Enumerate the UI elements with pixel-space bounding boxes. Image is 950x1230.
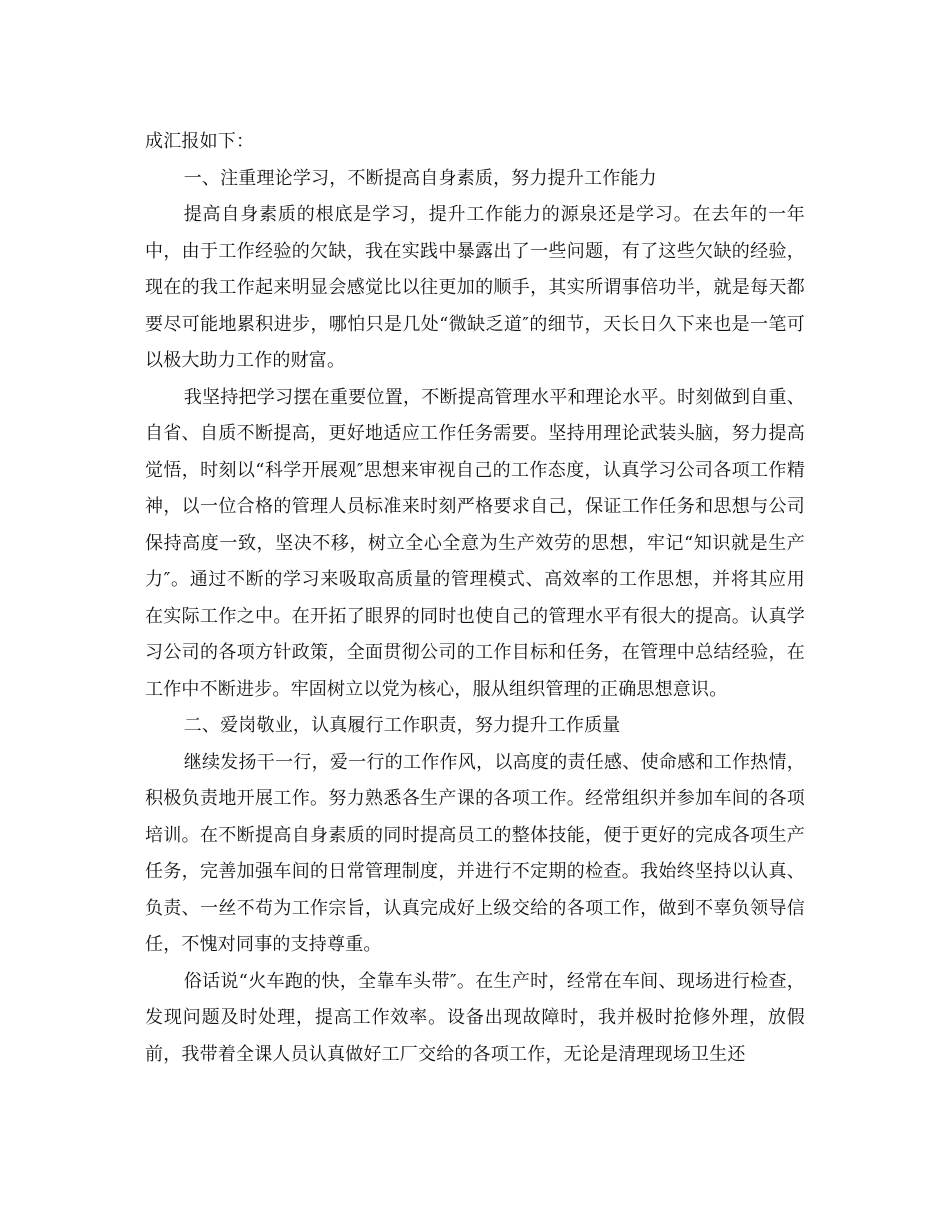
paragraph-body: 俗话说“火车跑的快，全靠车头带″。在生产时，经常在车间、现场进行检查，发现问题及时处理，提高工作效率。设备出现故障时，我并极时抢修外理，放假前，我带着全课人员认真做好工厂交给的各项工作，无论是清理现场卫生还 (145, 970, 805, 1065)
document-body (145, 124, 805, 1073)
paragraph-intro: 成汇报如下： (145, 131, 255, 152)
paragraph-body: 我坚持把学习摆在重要位置，不断提高管理水平和理论水平。时刻做到自重、自省、自质不断提高，更好地适应工作任务需要。坚持用理论武装头脑，努力提高觉悟，时刻以“科学开展观″思想来审视自己的工作态度，认真学习公司各项工作精神，以一位合格的管理人员标准来时刻严格要求自己，保证工作任务和思想与公司保持高度一致，坚决不移，树立全心全意为生产效劳的思想，牢记“知识就是生产力″。通过不断的学习来吸取高质量的管理模式、高效率的工作思想，并将其应用在实际工作之中。在开拓了眼界的同时也使自己的管理水平有很大的提高。认真学习公司的各项方针政策，全面贯彻公司的工作目标和任务，在管理中总结经验，在工作中不断进步。牢固树立以党为核心，服从组织管理的正确思想意识。 (145, 386, 805, 700)
section-heading-2: 二、爱岗敬业，认真履行工作职责，努力提升工作质量 (183, 715, 621, 736)
paragraph-body: 继续发扬干一行，爱一行的工作作风，以高度的责任感、使命感和工作热情，积极负责地开展工作。努力熟悉各生产课的各项工作。经常组织并参加车间的各项培训。在不断提高自身素质的同时提高员工的整体技能，便于更好的完成各项生产任务，完善加强车间的日常管理制度，并进行不定期的检查。我始终坚持以认真、负责、一丝不苟为工作宗旨，认真完成好上级交给的各项工作，做到不辜负领导信任，不愧对同事的支持尊重。 (145, 751, 805, 955)
paragraph-body: 提高自身素质的根底是学习，提升工作能力的源泉还是学习。在去年的一年中，由于工作经验的欠缺，我在实践中暴露出了一些问题，有了这些欠缺的经验，现在的我工作起来明显会感觉比以往更加的顺手，其实所谓事倍功半，就是每天都要尽可能地累积进步，哪怕只是几处“微缺乏道″的细节，天长日久下来也是一笔可以极大助力工作的财富。 (145, 204, 805, 371)
section-heading-1: 一、注重理论学习，不断提高自身素质，努力提升工作能力 (183, 167, 657, 189)
